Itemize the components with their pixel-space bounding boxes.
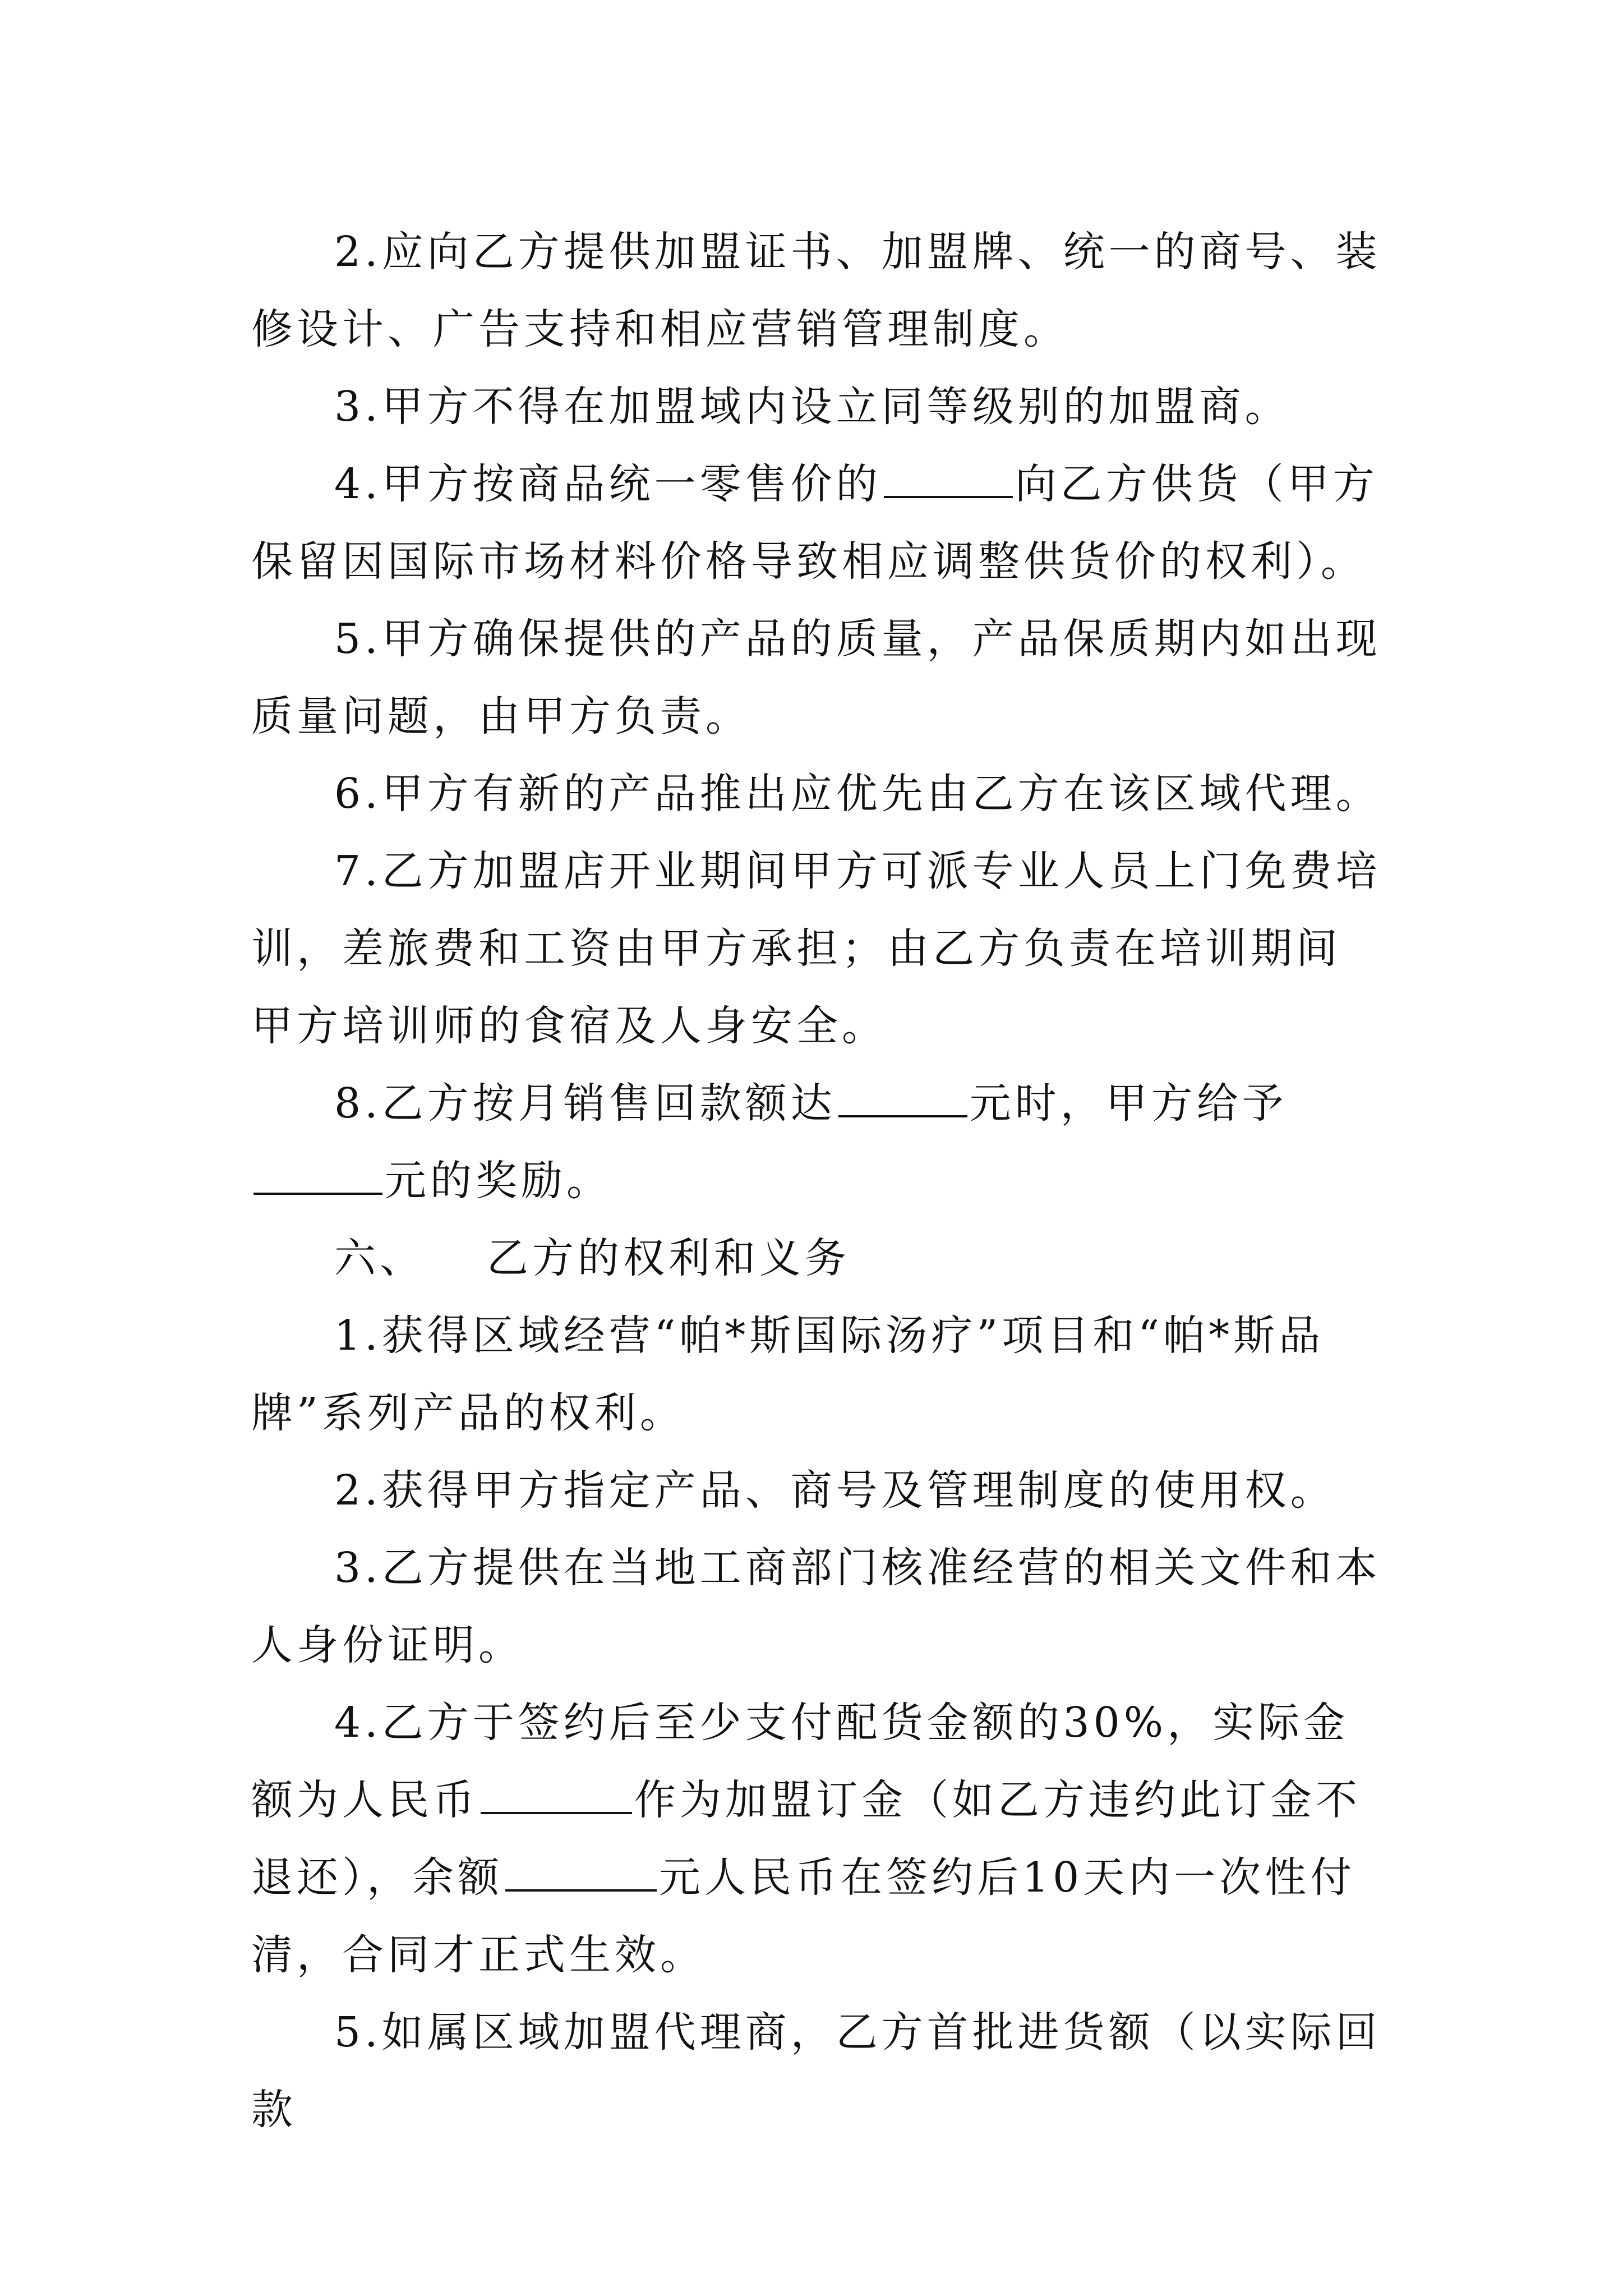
blank-field bbox=[505, 1856, 657, 1892]
party-b-item-2: 2.获得甲方指定产品、商号及管理制度的使用权。 bbox=[334, 1466, 1336, 1515]
clause-8-tail: 元的奖励。 bbox=[385, 1157, 612, 1205]
party-b-item-5: 5.如属区域加盟代理商，乙方首批进货额（以实际回款 bbox=[251, 2008, 1381, 2134]
blank-field bbox=[838, 1082, 967, 1117]
party-b-item-4 bbox=[251, 1684, 1382, 1994]
clause-4-rest: 向乙方供货（甲方保留因国际市场材料价格导致相应调整供货价的权利）。 bbox=[251, 460, 1378, 586]
clause-6: 6.甲方有新的产品推出应优先由乙方在该区域代理。 bbox=[334, 770, 1381, 818]
clause-4 bbox=[251, 445, 1382, 600]
clause-3: 3.甲方不得在加盟域内设立同等级别的加盟商。 bbox=[334, 383, 1290, 431]
blank-field bbox=[481, 1778, 632, 1814]
party-b-item-3: 3.乙方提供在当地工商部门核准经营的相关文件和本人身份证明。 bbox=[251, 1544, 1381, 1669]
party-b-item-1: 1.获得区域经营“帕*斯国际汤疗”项目和“帕*斯品牌”系列产品的权利。 bbox=[251, 1312, 1325, 1437]
item-4-lead: 4.乙方于签约后至少支付配货金额的30%，实际金额为人民币 bbox=[251, 1699, 1349, 1824]
section-title: 乙方的权利和义务 bbox=[487, 1234, 850, 1282]
section-six-heading bbox=[251, 1220, 1382, 1297]
section-number: 六、 bbox=[334, 1234, 425, 1282]
clause-2: 2.应向乙方提供加盟证书、加盟牌、统一的商号、装修设计、广告支持和相应营销管理制度。 bbox=[251, 228, 1381, 353]
clause-4-lead: 4.甲方按商品统一零售价的 bbox=[334, 460, 882, 508]
blank-field bbox=[253, 1159, 382, 1195]
clause-5: 5.甲方确保提供的产品的质量，产品保质期内如出现质量问题，由甲方负责。 bbox=[251, 615, 1381, 740]
item-4-tail: 元人民币在签约后10天内一次性付清，合同才正式生效。 bbox=[251, 1853, 1356, 1979]
clause-8-mid: 元时，甲方给予 bbox=[969, 1079, 1288, 1128]
item-4-mid: 作为加盟订金（如乙方违约此订金不退还），余额 bbox=[251, 1776, 1361, 1902]
clause-8 bbox=[251, 1065, 1382, 1220]
clause-8-lead: 8.乙方按月销售回款额达 bbox=[334, 1079, 836, 1128]
blank-field bbox=[884, 462, 1013, 498]
document-body bbox=[251, 213, 1382, 2148]
clause-7: 7.乙方加盟店开业期间甲方可派专业人员上门免费培训，差旅费和工资由甲方承担；由乙方负责在培训期间甲方培训师的食宿及人身安全。 bbox=[251, 847, 1381, 1050]
